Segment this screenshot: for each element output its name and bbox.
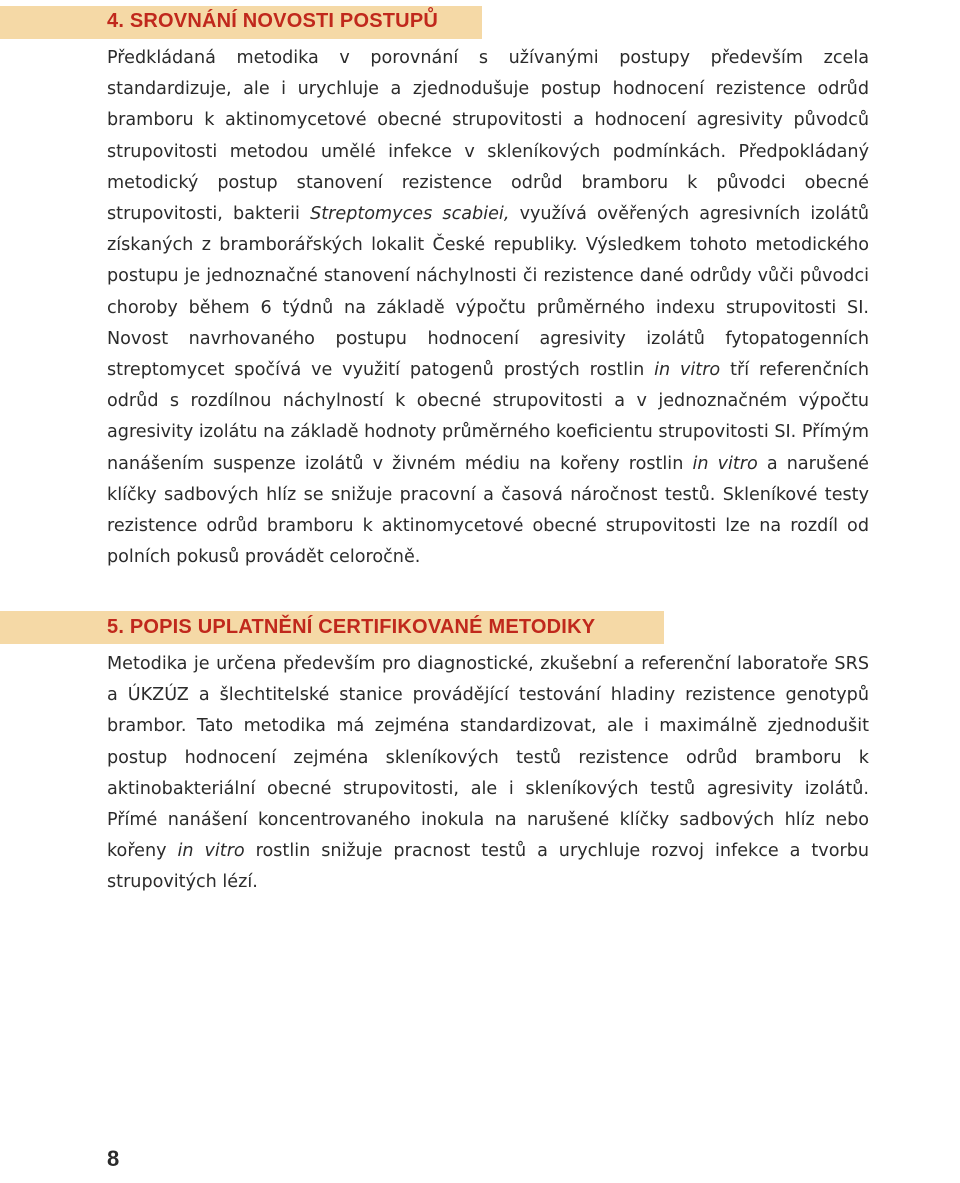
page-number: 8 <box>107 1146 120 1171</box>
section-5-heading: 5. POPIS UPLATNĚNÍ CERTIFIKOVANÉ METODIKY <box>107 616 596 638</box>
section-5-text-1: Metodika je určena především pro diagnostické, zkušební a referenční laboratoře SRS a ÚKZÚZ a šlechtitelské stanice provádějící testování hladiny rezistence genotypů brambor. Tato metodika má zejména standardizovat, ale i maximálně zjednodušit postup hodnocení zejména skleníkových testů rezistence odrůd bramboru k aktinobakteriální obecné strupovitosti, ale i skleníkových testů agresivity izolátů. Přímé nanášení koncentrovaného inokula na narušené klíčky sadbových hlíz nebo kořeny <box>107 654 869 862</box>
section-4-heading: 4. SROVNÁNÍ NOVOSTI POSTUPŮ <box>107 10 439 32</box>
section-5-text-2: rostlin snižuje pracnost testů a urychluje rozvoj infekce a tvorbu strupovitých lézí. <box>107 841 870 893</box>
section-4-italic-species: Streptomyces scabiei, <box>310 204 510 225</box>
section-4-text-3: tří referenčních odrůd s rozdílnou náchylností k obecné strupovitosti a v jednoznačném výpočtu agresivity izolátu na základě hodnoty průměrného koeficientu strupovitosti SI. Přímým nanášením suspenze izolátů v živném médiu na kořeny rostlin <box>107 360 869 474</box>
section-5-paragraph <box>107 649 869 899</box>
section-4-text-1: Předkládaná metodika v porovnání s užívanými postupy především zcela standardizuje, ale i urychluje a zjednodušuje postup hodnocení rezistence odrůd bramboru k aktinomycetové obecné strupovitosti a hodnocení agresivity původců strupovitosti metodou umělé infekce v skleníkových podmínkách. Předpokládaný metodický postup stanovení rezistence odrůd bramboru k původci obecné strupovitosti, bakterii <box>107 48 869 225</box>
section-4-paragraph <box>107 43 869 573</box>
section-4-text-4: a narušené klíčky sadbových hlíz se snižuje pracovní a časová náročnost testů. Skleníkové testy rezistence odrůd bramboru k aktinomycetové obecné strupovitosti lze na rozdíl od polních pokusů provádět celoročně. <box>107 453 870 568</box>
section-4-italic-in-vitro-2: in vitro <box>692 453 758 474</box>
section-4-italic-in-vitro-1: in vitro <box>654 360 721 381</box>
section-4-text-2: využívá ověřených agresivních izolátů získaných z bramborářských lokalit České republiky. Výsledkem tohoto metodického postupu je jednoznačné stanovení náchylnosti či rezistence dané odrůdy vůči původci choroby během 6 týdnů na základě výpočtu průměrného indexu strupovitosti SI. Novost navrhovaného postupu hodnocení agresivity izolátů fytopatogenních streptomycet spočívá ve využití patogenů prostých rostlin <box>107 204 869 381</box>
section-5-italic-in-vitro: in vitro <box>177 841 245 862</box>
